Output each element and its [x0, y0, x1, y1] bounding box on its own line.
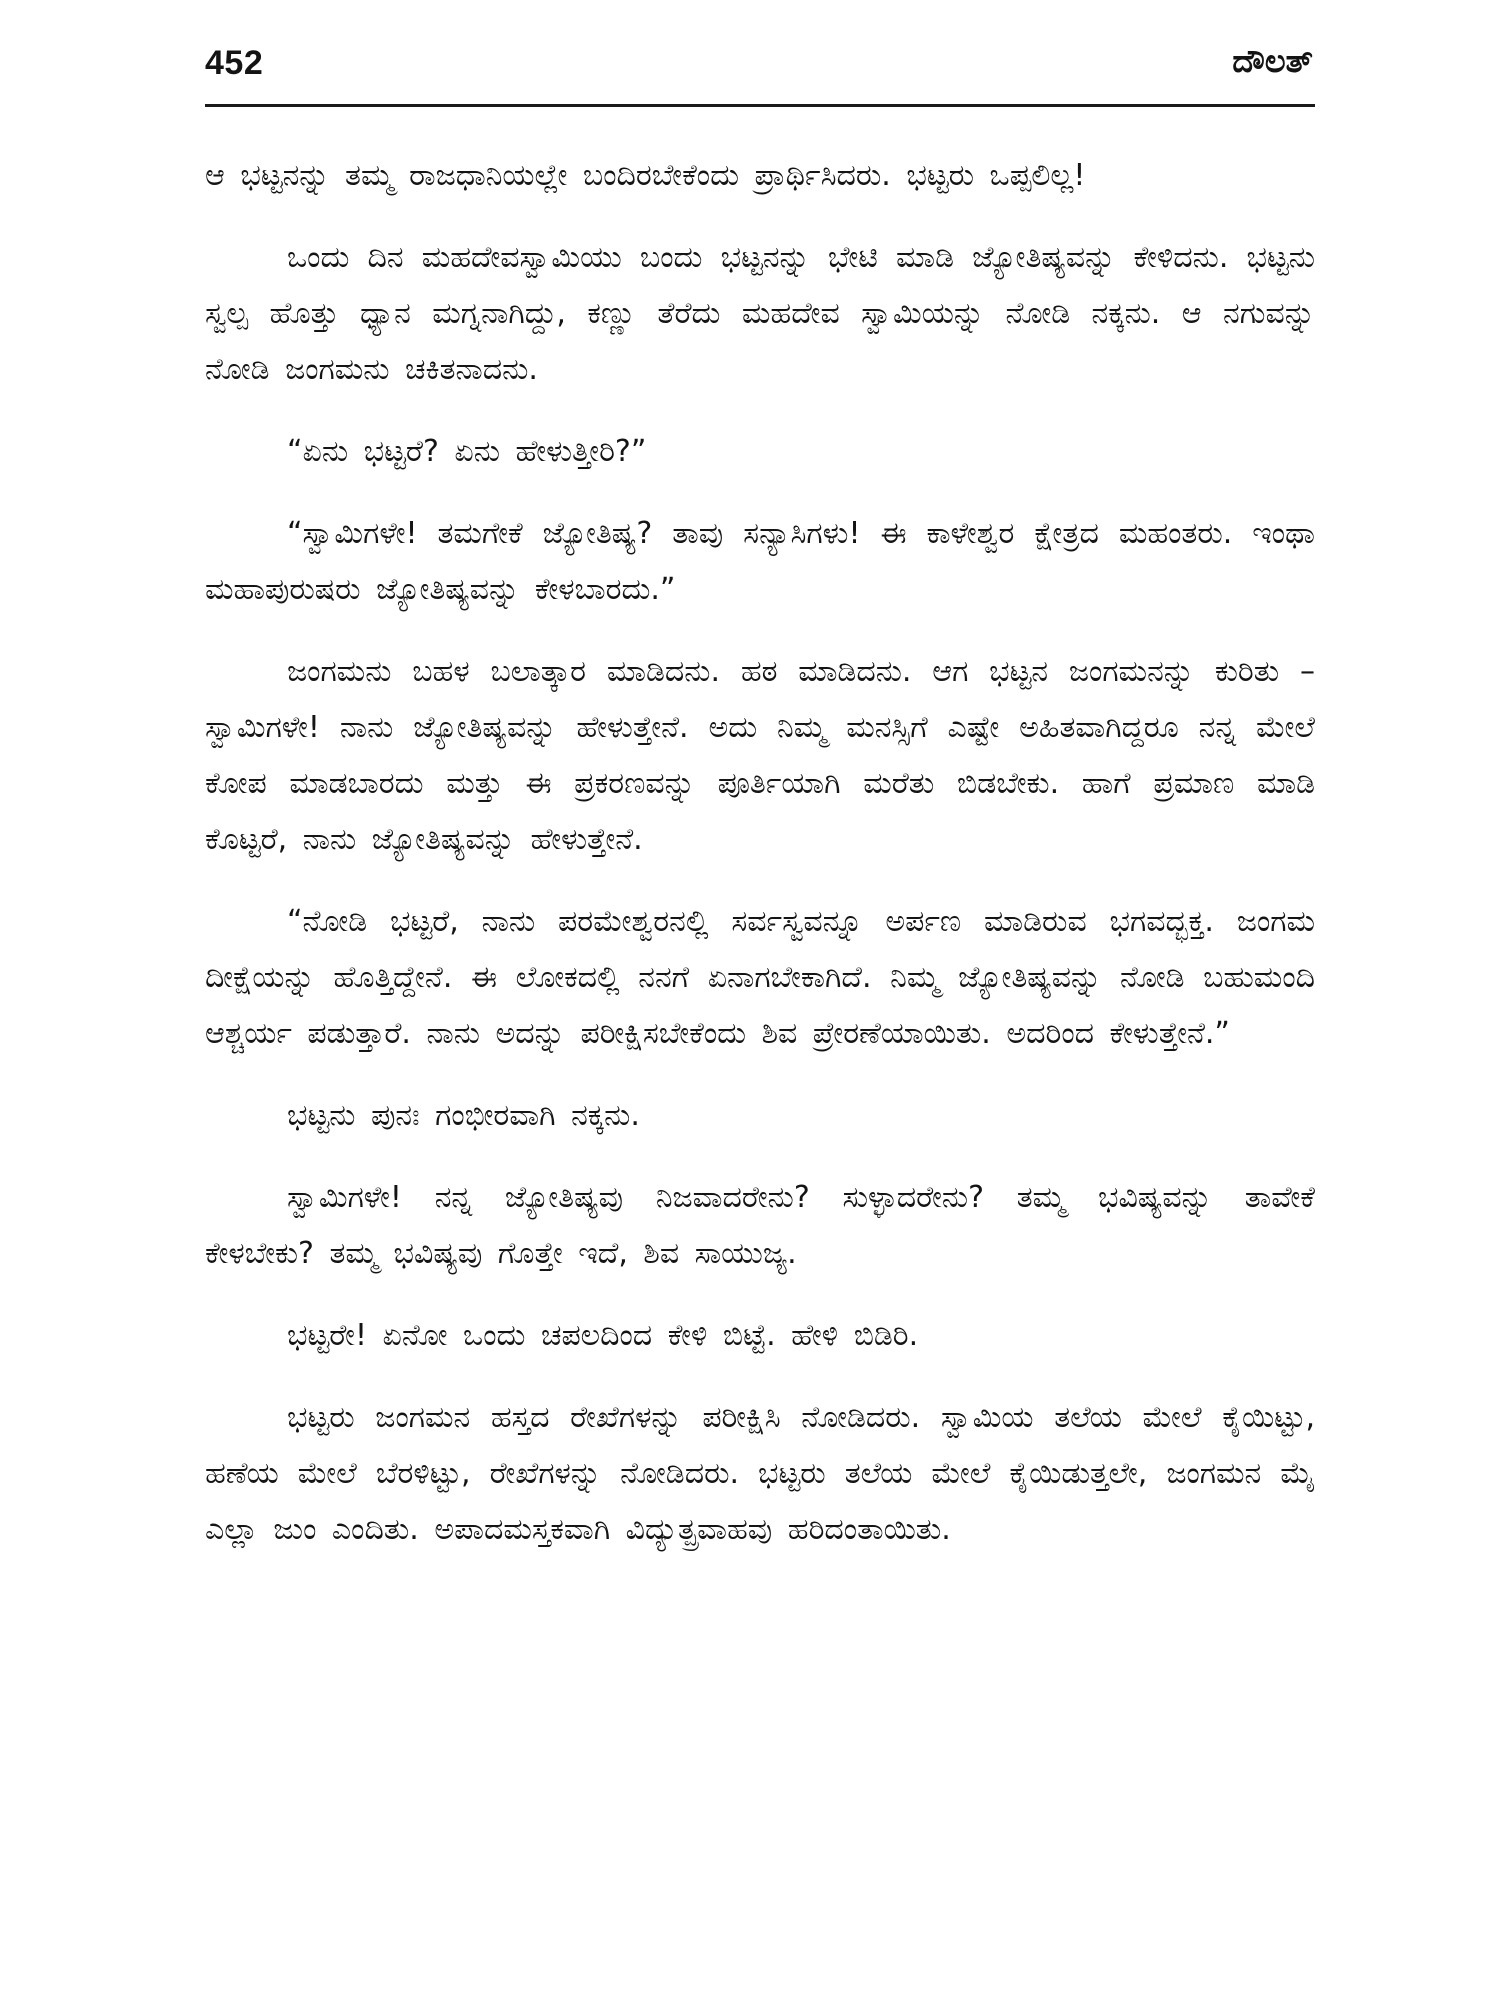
- body-text: [205, 148, 1315, 1584]
- paragraph-3: “ಏನು ಭಟ್ಟರೆ? ಏನು ಹೇಳುತ್ತೀರಿ?”: [287, 434, 647, 469]
- running-title: ದೌಲತ್: [1232, 42, 1313, 80]
- paragraph-4: “ಸ್ವಾಮಿಗಳೇ! ತಮಗೇಕೆ ಜ್ಯೋತಿಷ್ಯ? ತಾವು ಸನ್ಯಾಸಿಗಳು! ಈ ಕಾಳೇಶ್ವರ ಕ್ಷೇತ್ರದ ಮಹಂತರು. ಇಂಥಾ ಮಹಾಪುರುಷರು ಜ್ಯೋತಿಷ್ಯವನ್ನು ಕೇಳಬಾರದು.”: [205, 516, 1315, 607]
- paragraph-8: ಸ್ವಾಮಿಗಳೇ! ನನ್ನ ಜ್ಯೋತಿಷ್ಯವು ನಿಜವಾದರೇನು? ಸುಳ್ಳಾದರೇನು? ತಮ್ಮ ಭವಿಷ್ಯವನ್ನು ತಾವೇಕೆ ಕೇಳಬೇಕು? ತಮ್ಮ ಭವಿಷ್ಯವು ಗೊತ್ತೇ ಇದೆ, ಶಿವ ಸಾಯುಜ್ಯ.: [205, 1180, 1315, 1271]
- book-page: [205, 40, 1315, 1960]
- page-header: [205, 40, 1315, 98]
- paragraph-2: ಒಂದು ದಿನ ಮಹದೇವಸ್ವಾಮಿಯು ಬಂದು ಭಟ್ಟನನ್ನು ಭೇಟಿ ಮಾಡಿ ಜ್ಯೋತಿಷ್ಯವನ್ನು ಕೇಳಿದನು. ಭಟ್ಟನು ಸ್ವಲ್ಪ ಹೊತ್ತು ಧ್ಯಾನ ಮಗ್ನನಾಗಿದ್ದು, ಕಣ್ಣು ತೆರೆದು ಮಹದೇವ ಸ್ವಾಮಿಯನ್ನು ನೋಡಿ ನಕ್ಕನು. ಆ ನಗುವನ್ನು ನೋಡಿ ಜಂಗಮನು ಚಕಿತನಾದನು.: [205, 240, 1315, 387]
- page-number: 452: [205, 44, 264, 82]
- paragraph-9: ಭಟ್ಟರೇ! ಏನೋ ಒಂದು ಚಪಲದಿಂದ ಕೇಳಿ ಬಿಟ್ಟೆ. ಹೇಳಿ ಬಿಡಿರಿ.: [287, 1318, 919, 1353]
- paragraph-1: ಆ ಭಟ್ಟನನ್ನು ತಮ್ಮ ರಾಜಧಾನಿಯಲ್ಲೇ ಬಂದಿರಬೇಕೆಂದು ಪ್ರಾರ್ಥಿಸಿದರು. ಭಟ್ಟರು ಒಪ್ಪಲಿಲ್ಲ!: [205, 158, 1086, 193]
- paragraph-5: ಜಂಗಮನು ಬಹಳ ಬಲಾತ್ಕಾರ ಮಾಡಿದನು. ಹಠ ಮಾಡಿದನು. ಆಗ ಭಟ್ಟನ ಜಂಗಮನನ್ನು ಕುರಿತು – ಸ್ವಾಮಿಗಳೇ! ನಾನು ಜ್ಯೋತಿಷ್ಯವನ್ನು ಹೇಳುತ್ತೇನೆ. ಅದು ನಿಮ್ಮ ಮನಸ್ಸಿಗೆ ಎಷ್ಟೇ ಅಹಿತವಾಗಿದ್ದರೂ ನನ್ನ ಮೇಲೆ ಕೋಪ ಮಾಡಬಾರದು ಮತ್ತು ಈ ಪ್ರಕರಣವನ್ನು ಪೂರ್ತಿಯಾಗಿ ಮರೆತು ಬಿಡಬೇಕು. ಹಾಗೆ ಪ್ರಮಾಣ ಮಾಡಿ ಕೊಟ್ಟರೆ, ನಾನು ಜ್ಯೋತಿಷ್ಯವನ್ನು ಹೇಳುತ್ತೇನೆ.: [205, 654, 1315, 857]
- paragraph-7: ಭಟ್ಟನು ಪುನಃ ಗಂಭೀರವಾಗಿ ನಕ್ಕನು.: [287, 1098, 640, 1133]
- header-rule: [205, 104, 1315, 107]
- paragraph-10: ಭಟ್ಟರು ಜಂಗಮನ ಹಸ್ತದ ರೇಖೆಗಳನ್ನು ಪರೀಕ್ಷಿಸಿ ನೋಡಿದರು. ಸ್ವಾಮಿಯ ತಲೆಯ ಮೇಲೆ ಕೈಯಿಟ್ಟು, ಹಣೆಯ ಮೇಲೆ ಬೆರಳಿಟ್ಟು, ರೇಖೆಗಳನ್ನು ನೋಡಿದರು. ಭಟ್ಟರು ತಲೆಯ ಮೇಲೆ ಕೈಯಿಡುತ್ತಲೇ, ಜಂಗಮನ ಮೈ ಎಲ್ಲಾ ಜುಂ ಎಂದಿತು. ಅಪಾದಮಸ್ತಕವಾಗಿ ವಿದ್ಯುತ್ಪ್ರವಾಹವು ಹರಿದಂತಾಯಿತು.: [205, 1400, 1315, 1547]
- paragraph-6: “ನೋಡಿ ಭಟ್ಟರೆ, ನಾನು ಪರಮೇಶ್ವರನಲ್ಲಿ ಸರ್ವಸ್ವವನ್ನೂ ಅರ್ಪಣ ಮಾಡಿರುವ ಭಗವದ್ಭಕ್ತ. ಜಂಗಮ ದೀಕ್ಷೆಯನ್ನು ಹೊತ್ತಿದ್ದೇನೆ. ಈ ಲೋಕದಲ್ಲಿ ನನಗೆ ಏನಾಗಬೇಕಾಗಿದೆ. ನಿಮ್ಮ ಜ್ಯೋತಿಷ್ಯವನ್ನು ನೋಡಿ ಬಹುಮಂದಿ ಆಶ್ಚರ್ಯ ಪಡುತ್ತಾರೆ. ನಾನು ಅದನ್ನು ಪರೀಕ್ಷಿಸಬೇಕೆಂದು ಶಿವ ಪ್ರೇರಣೆಯಾಯಿತು. ಅದರಿಂದ ಕೇಳುತ್ತೇನೆ.”: [205, 904, 1315, 1051]
